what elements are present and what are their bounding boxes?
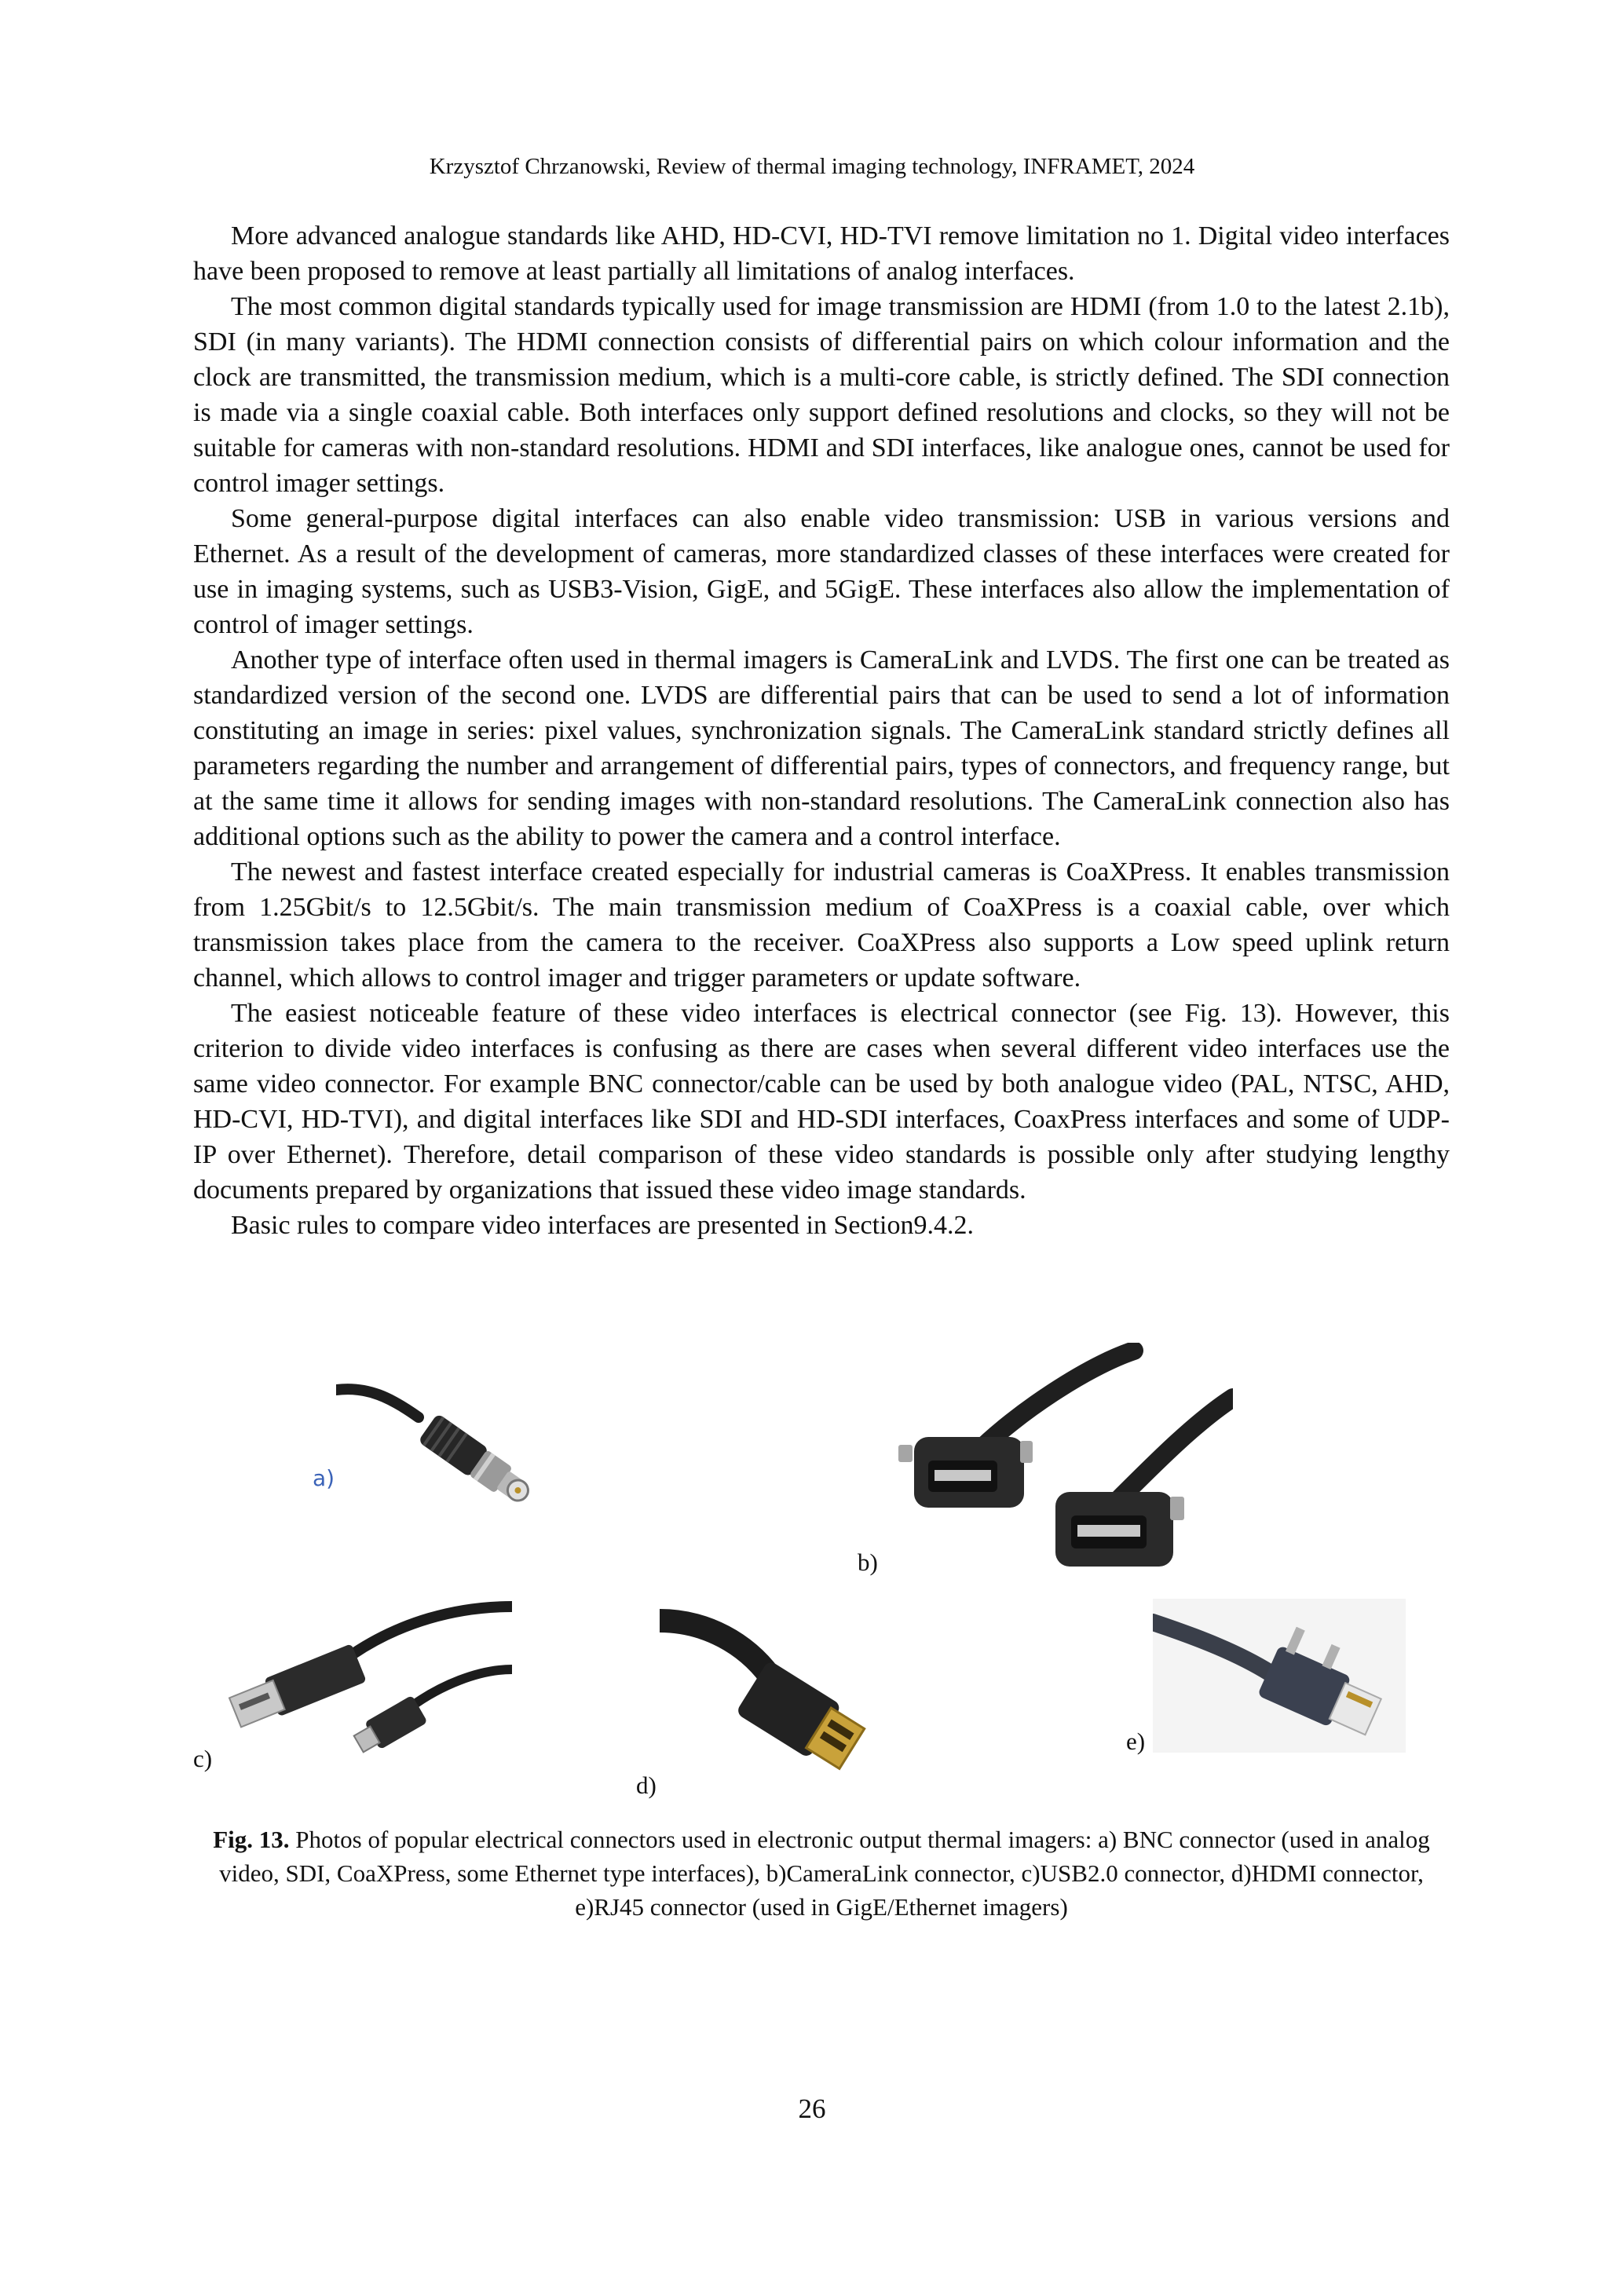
page-header: Krzysztof Chrzanowski, Review of thermal imaging technology, INFRAMET, 2024 [429, 154, 1195, 179]
figure-caption-lead: Fig. 13. [213, 1826, 290, 1853]
figure-label-d: d) [636, 1771, 657, 1799]
figure-label-c: c) [193, 1745, 213, 1772]
figure-caption [193, 1823, 1450, 1924]
figure-label-e: e) [1126, 1727, 1146, 1755]
rj45-connector-photo [1153, 1599, 1406, 1753]
hdmi-connector-photo [660, 1589, 870, 1787]
paragraph: The easiest noticeable feature of these video interfaces is electrical connector (see Fig. 13). However, this criterion to divide video interfaces is confusing as there are cases when several different video interfaces use the same video connector. For example BNC connector/cable can be used by both analogue video (PAL, NTSC, AHD, HD-CVI, HD-TVI), and digital interfaces like SDI and HD-SDI interfaces, CoaxPress interfaces and some of UDP-IP over Ethernet). Therefore, detail comparison of these video standards is possible only after studying lengthy documents prepared by organizations that issued these video image standards. [193, 999, 1450, 1205]
figure-label-a: a) [313, 1465, 335, 1491]
figure-caption-text: Photos of popular electrical connectors used in electronic output thermal imagers: a) BNC connector (used in analog video, SDI, CoaXPress, some Ethernet type interfaces), b)CameraLink connector, c)USB2.0 connector, d)HDMI connector, e)RJ45 connector (used in GigE/Ethernet imagers) [219, 1826, 1430, 1921]
body-text [193, 218, 1450, 1243]
paragraph: Some general-purpose digital interfaces can also enable video transmission: USB in various versions and Ethernet. As a result of the development of cameras, more standardized classes of these interfaces were created for use in imaging systems, such as USB3-Vision, GigE, and 5GigE. These interfaces also allow the implementation of control of imager settings. [193, 504, 1450, 639]
paragraph: Another type of interface often used in thermal imagers is CameraLink and LVDS. The first one can be treated as standardized version of the second one. LVDS are differential pairs that can be used to send a lot of information constituting an image in series: pixel values, synchronization signals. The CameraLink standard strictly defines all parameters regarding the number and arrangement of differential pairs, types of connectors, and frequency range, but at the same time it allows for sending images with non-standard resolutions. The CameraLink connection also has additional options such as the ability to power the camera and a control interface. [193, 645, 1450, 851]
paragraph: Basic rules to compare video interfaces are presented in Section9.4.2. [231, 1211, 974, 1240]
bnc-connector-photo [336, 1347, 553, 1521]
paragraph: The most common digital standards typically used for image transmission are HDMI (from 1.0 to the latest 2.1b), SDI (in many variants). The HDMI connection consists of differential pairs on which colour information and the clock are transmitted, the transmission medium, which is a multi-core cable, is strictly defined. The SDI connection is made via a single coaxial cable. Both interfaces only support defined resolutions and clocks, so they will not be suitable for cameras with non-standard resolutions. HDMI and SDI interfaces, like analogue ones, cannot be used for control imager settings. [193, 292, 1450, 498]
figure-label-b: b) [858, 1548, 878, 1576]
usb-connector-photo [220, 1599, 512, 1773]
paragraph: The newest and fastest interface created especially for industrial cameras is CoaXPress. It enables transmission from 1.25Gbit/s to 12.5Gbit/s. The main transmission medium of CoaXPress is a coaxial cable, over which transmission takes place from the camera to the receiver. CoaXPress also supports a Low speed uplink return channel, which allows to control imager and trigger parameters or update software. [193, 857, 1450, 993]
page-number: 26 [798, 2093, 826, 2124]
paragraph: More advanced analogue standards like AHD, HD-CVI, HD-TVI remove limitation no 1. Digital video interfaces have been proposed to remove at least partially all limitations of analog interfaces. [193, 221, 1450, 286]
cameralink-connector-photo [883, 1343, 1233, 1578]
